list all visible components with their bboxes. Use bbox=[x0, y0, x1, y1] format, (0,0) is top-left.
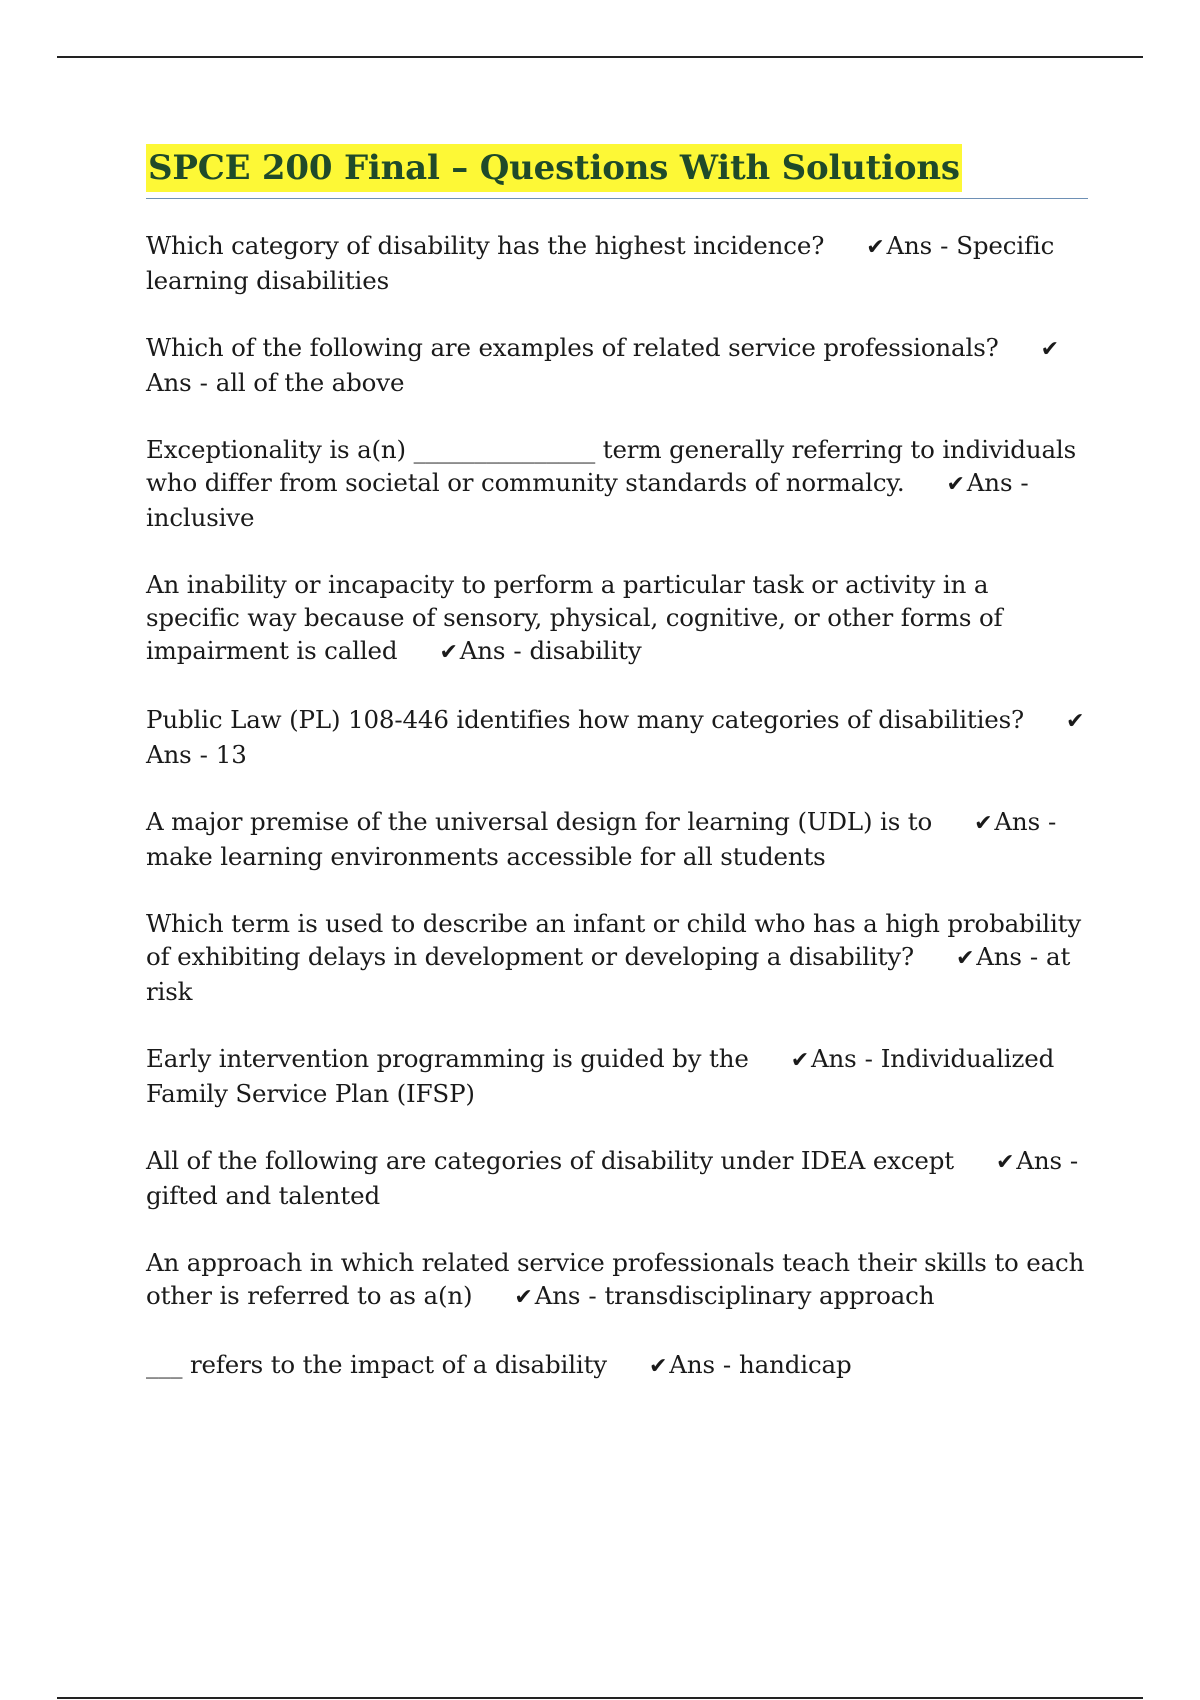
checkmark-icon: ✔ bbox=[790, 1048, 809, 1073]
answer-text: Specific learning disabilities bbox=[146, 231, 1055, 295]
answer-label: Ans bbox=[146, 740, 192, 769]
answer-text: handicap bbox=[739, 1350, 852, 1379]
qa-item bbox=[146, 805, 1088, 873]
answer-label: Ans bbox=[534, 1281, 581, 1310]
question-text: Public Law (PL) 108-446 identifies how many categories of disabilities? bbox=[146, 705, 1025, 734]
bottom-rule bbox=[57, 1697, 1143, 1699]
checkmark-icon: ✔ bbox=[974, 811, 993, 836]
question-text: ___ refers to the impact of a disability bbox=[146, 1350, 607, 1379]
answer-text: Individualized Family Service Plan (IFSP) bbox=[146, 1044, 1055, 1108]
qa-item bbox=[146, 331, 1088, 399]
answer-separator: - bbox=[199, 368, 208, 397]
answer-separator: - bbox=[199, 740, 208, 769]
checkmark-icon: ✔ bbox=[514, 1285, 533, 1310]
document-body bbox=[146, 144, 1088, 1417]
answer-label: Ans bbox=[886, 231, 933, 260]
checkmark-icon: ✔ bbox=[1040, 337, 1059, 362]
answer-label: Ans bbox=[994, 807, 1040, 836]
answer-separator: - bbox=[588, 1281, 597, 1310]
answer-separator: - bbox=[722, 1350, 732, 1379]
top-rule bbox=[57, 56, 1143, 58]
question-text: All of the following are categories of disability under IDEA except bbox=[146, 1146, 954, 1175]
question-text: An approach in which related service professionals teach their skills to each other is referred to as a(n) bbox=[146, 1248, 1085, 1310]
answer-separator: - bbox=[864, 1044, 873, 1073]
question-text: An inability or incapacity to perform a particular task or activity in a specific way because of sensory, physical, cognitive, or other forms of impairment is called bbox=[146, 570, 1003, 665]
question-text: Which of the following are examples of related service professionals? bbox=[146, 333, 999, 362]
question-text: Which category of disability has the highest incidence? bbox=[146, 231, 825, 260]
answer-text: all of the above bbox=[215, 368, 405, 397]
answer-text: transdisciplinary approach bbox=[604, 1281, 935, 1310]
checkmark-icon: ✔ bbox=[996, 1150, 1015, 1175]
checkmark-icon: ✔ bbox=[648, 1354, 668, 1379]
qa-item bbox=[146, 703, 1088, 771]
qa-list bbox=[146, 229, 1088, 1383]
qa-item bbox=[146, 568, 1088, 669]
qa-item bbox=[146, 1246, 1088, 1314]
answer-label: Ans bbox=[976, 942, 1022, 971]
answer-separator: - bbox=[1069, 1146, 1079, 1175]
answer-separator: - bbox=[513, 636, 522, 665]
checkmark-icon: ✔ bbox=[866, 235, 885, 260]
answer-text: disability bbox=[529, 636, 642, 665]
question-text: A major premise of the universal design for learning (UDL) is to bbox=[146, 807, 933, 836]
page-title: SPCE 200 Final – Questions With Solutions bbox=[146, 144, 962, 192]
qa-item bbox=[146, 907, 1088, 1008]
answer-label: Ans bbox=[810, 1044, 857, 1073]
qa-item bbox=[146, 433, 1088, 534]
question-text: Which term is used to describe an infant or child who has a high probability of exhibiting delays in development or developing a disability? bbox=[146, 909, 1082, 971]
question-text: Exceptionality is a(n) _______________ term generally referring to individuals who differ from societal or community standards of normalcy. bbox=[146, 435, 1077, 497]
answer-separator: - bbox=[940, 231, 949, 260]
answer-text: at risk bbox=[146, 942, 1071, 1006]
answer-label: Ans bbox=[459, 636, 506, 665]
qa-item bbox=[146, 229, 1088, 297]
checkmark-icon: ✔ bbox=[955, 946, 975, 971]
answer-text: 13 bbox=[215, 740, 247, 769]
answer-text: make learning environments accessible for all students bbox=[146, 842, 826, 871]
answer-label: Ans bbox=[966, 468, 1013, 497]
answer-text: inclusive bbox=[146, 503, 255, 532]
question-text: Early intervention programming is guided by the bbox=[146, 1044, 749, 1073]
checkmark-icon: ✔ bbox=[1066, 709, 1085, 734]
checkmark-icon: ✔ bbox=[439, 640, 458, 665]
answer-label: Ans bbox=[146, 368, 192, 397]
answer-label: Ans bbox=[1016, 1146, 1062, 1175]
qa-item bbox=[146, 1042, 1088, 1110]
title-underline bbox=[146, 144, 1088, 199]
answer-separator: - bbox=[1048, 807, 1057, 836]
checkmark-icon: ✔ bbox=[946, 472, 965, 497]
answer-separator: - bbox=[1029, 942, 1038, 971]
answer-separator: - bbox=[1020, 468, 1029, 497]
answer-text: gifted and talented bbox=[146, 1181, 381, 1210]
answer-label: Ans bbox=[669, 1350, 715, 1379]
qa-item bbox=[146, 1144, 1088, 1212]
qa-item bbox=[146, 1348, 1088, 1383]
